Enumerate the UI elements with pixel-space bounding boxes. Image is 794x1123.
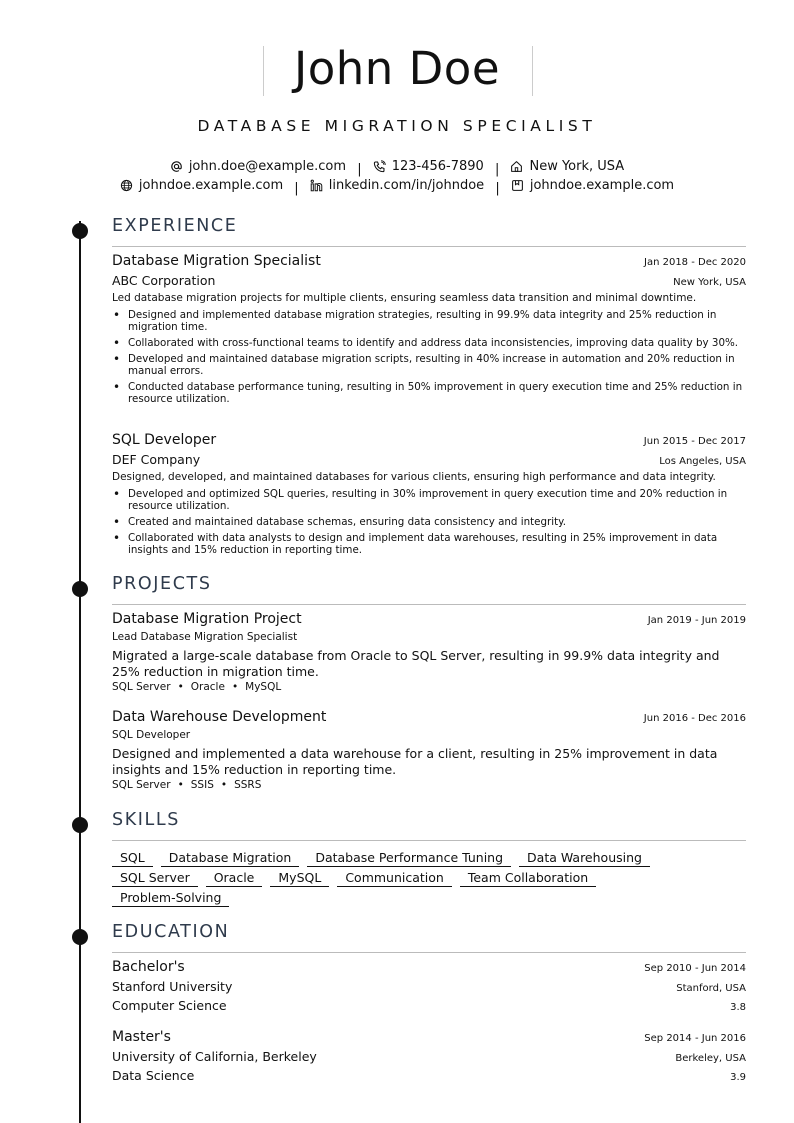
project-description: Migrated a large-scale database from Oracle to SQL Server, resulting in 99.9% data integrity and 25% reduction in migration time. bbox=[112, 648, 720, 679]
contact-separator: | bbox=[495, 181, 500, 196]
list-item: • Developed and optimized SQL queries, resulting in 30% improvement in query execution time and 20% reduction in resource utilization. bbox=[112, 488, 746, 512]
gpa-value: 3.9 bbox=[730, 1072, 746, 1083]
section-title-experience: EXPERIENCE bbox=[112, 216, 238, 236]
field-of-study: Data Science bbox=[112, 1068, 195, 1083]
job-location: Los Angeles, USA bbox=[659, 456, 746, 467]
contact-line-2 bbox=[0, 178, 794, 196]
section-divider bbox=[112, 840, 746, 841]
project-role: Lead Database Migration Specialist bbox=[112, 631, 298, 643]
section-divider bbox=[112, 604, 746, 605]
contact-separator: | bbox=[294, 181, 299, 196]
education-header bbox=[112, 959, 746, 975]
tech-bullet: • bbox=[177, 779, 184, 791]
field-of-study: Computer Science bbox=[112, 998, 227, 1013]
tech-tag: MySQL bbox=[245, 681, 282, 693]
education-header bbox=[112, 1029, 746, 1045]
education-school-row bbox=[112, 979, 746, 994]
project-role-row bbox=[112, 729, 746, 741]
project-role: SQL Developer bbox=[112, 729, 191, 741]
skills-row bbox=[112, 847, 658, 867]
linkedin-text: linkedin.com/in/johndoe bbox=[328, 178, 485, 193]
skill-tag: SQL Server bbox=[112, 870, 198, 887]
timeline-dot bbox=[72, 929, 88, 945]
section-title-projects: PROJECTS bbox=[112, 574, 212, 594]
job-bullets bbox=[112, 309, 746, 409]
list-item: • Developed and maintained database migration scripts, resulting in 40% increase in automation and 20% reduction in manual errors. bbox=[112, 353, 746, 377]
linkedin-icon bbox=[310, 179, 323, 192]
contact-separator: | bbox=[494, 162, 500, 177]
job-location: New York, USA bbox=[673, 277, 746, 288]
company-name: DEF Company bbox=[112, 452, 201, 467]
company-name: ABC Corporation bbox=[112, 273, 216, 288]
skill-tag: Database Migration bbox=[161, 850, 300, 867]
section-title-education: EDUCATION bbox=[112, 922, 230, 942]
job-summary: Led database migration projects for multiple clients, ensuring seamless data transition and minimal downtime. bbox=[112, 292, 697, 304]
project-header bbox=[112, 709, 746, 725]
list-item: • Created and maintained database schemas, ensuring data consistency and integrity. bbox=[112, 516, 746, 528]
timeline-line bbox=[79, 221, 81, 1123]
section-divider bbox=[112, 952, 746, 953]
portfolio-text: johndoe.example.com bbox=[529, 178, 675, 193]
project-header bbox=[112, 611, 746, 627]
globe-icon bbox=[120, 179, 133, 192]
phone-icon bbox=[373, 160, 386, 173]
skill-tag: Oracle bbox=[206, 870, 263, 887]
contact-phone[interactable] bbox=[373, 159, 484, 174]
experience-company-row bbox=[112, 273, 746, 288]
skill-tag: Data Warehousing bbox=[519, 850, 650, 867]
tech-bullet: • bbox=[177, 681, 184, 693]
list-item: • Collaborated with cross-functional teams to identify and address data inconsistencies, improving data quality by 30%. bbox=[112, 337, 746, 349]
job-headline: DATABASE MIGRATION SPECIALIST bbox=[197, 117, 597, 135]
project-dates: Jun 2016 - Dec 2016 bbox=[643, 713, 746, 724]
job-title: Database Migration Specialist bbox=[112, 253, 321, 269]
experience-company-row bbox=[112, 452, 746, 467]
timeline-dot bbox=[72, 817, 88, 833]
education-dates: Sep 2014 - Jun 2016 bbox=[644, 1033, 746, 1044]
degree-title: Master's bbox=[112, 1029, 171, 1045]
tech-tag: SSRS bbox=[234, 779, 262, 791]
education-field-row bbox=[112, 1068, 746, 1083]
tech-bullet: • bbox=[231, 681, 239, 693]
school-name: Stanford University bbox=[112, 979, 233, 994]
project-title: Database Migration Project bbox=[112, 611, 302, 627]
skills-row bbox=[112, 867, 604, 887]
education-dates: Sep 2010 - Jun 2014 bbox=[644, 963, 746, 974]
contact-separator: | bbox=[357, 162, 362, 177]
contact-linkedin[interactable] bbox=[310, 178, 484, 193]
school-name: University of California, Berkeley bbox=[112, 1049, 317, 1064]
skill-tag: Team Collaboration bbox=[460, 870, 596, 887]
skill-tag: SQL bbox=[112, 850, 153, 867]
degree-title: Bachelor's bbox=[112, 959, 185, 975]
gpa-value: 3.8 bbox=[730, 1002, 746, 1013]
tech-bullet: • bbox=[220, 779, 228, 791]
school-location: Stanford, USA bbox=[676, 983, 746, 994]
tech-tag: SQL Server bbox=[112, 681, 171, 693]
list-item: • Designed and implemented database migration strategies, resulting in 99.9% data integrity and 25% reduction in migration time. bbox=[112, 309, 746, 333]
section-divider bbox=[112, 246, 746, 247]
section-title-skills: SKILLS bbox=[112, 810, 180, 830]
experience-header bbox=[112, 432, 746, 448]
job-summary: Designed, developed, and maintained databases for various clients, ensuring high performance and data integrity. bbox=[112, 471, 716, 483]
location-text: New York, USA bbox=[529, 159, 625, 174]
email-text: john.doe@example.com bbox=[188, 159, 347, 174]
project-tech-list bbox=[112, 779, 261, 791]
project-title: Data Warehouse Development bbox=[112, 709, 327, 725]
job-bullets bbox=[112, 488, 746, 560]
tech-tag: SQL Server bbox=[112, 779, 171, 791]
project-tech-list bbox=[112, 681, 281, 693]
school-location: Berkeley, USA bbox=[675, 1053, 746, 1064]
phone-text: 123-456-7890 bbox=[391, 159, 484, 174]
candidate-name: John Doe bbox=[293, 42, 501, 95]
project-role-row bbox=[112, 631, 746, 643]
education-school-row bbox=[112, 1049, 746, 1064]
home-icon bbox=[510, 160, 523, 173]
skill-tag: Communication bbox=[337, 870, 452, 887]
tech-tag: Oracle bbox=[190, 681, 225, 693]
project-dates: Jan 2019 - Jun 2019 bbox=[647, 615, 746, 626]
portfolio-icon bbox=[511, 179, 524, 192]
job-dates: Jun 2015 - Dec 2017 bbox=[643, 436, 746, 447]
list-item: • Collaborated with data analysts to design and implement data warehouses, resulting in 25% improvement in data insights and 15% reduction in reporting time. bbox=[112, 532, 746, 556]
education-field-row bbox=[112, 998, 746, 1013]
list-item: • Conducted database performance tuning, resulting in 50% improvement in query execution time and 25% reduction in resource utilization. bbox=[112, 381, 746, 405]
website-text: johndoe.example.com bbox=[138, 178, 284, 193]
at-sign-icon bbox=[170, 160, 183, 173]
skill-tag: Database Performance Tuning bbox=[307, 850, 511, 867]
contact-email[interactable] bbox=[170, 159, 346, 174]
contact-line-1 bbox=[0, 159, 794, 177]
job-title: SQL Developer bbox=[112, 432, 217, 448]
project-description: Designed and implemented a data warehouse for a client, resulting in 25% improvement in data insights and 15% reduction in reporting time. bbox=[112, 746, 718, 777]
skill-tag: MySQL bbox=[270, 870, 329, 887]
contact-website[interactable] bbox=[120, 178, 283, 193]
experience-header bbox=[112, 253, 746, 269]
timeline-dot bbox=[72, 581, 88, 597]
tech-tag: SSIS bbox=[190, 779, 214, 791]
contact-portfolio[interactable] bbox=[511, 178, 674, 193]
timeline-dot bbox=[72, 223, 88, 239]
skills-row bbox=[112, 887, 237, 907]
job-dates: Jan 2018 - Dec 2020 bbox=[644, 257, 746, 268]
contact-location bbox=[510, 159, 624, 174]
skill-tag: Problem-Solving bbox=[112, 890, 229, 907]
